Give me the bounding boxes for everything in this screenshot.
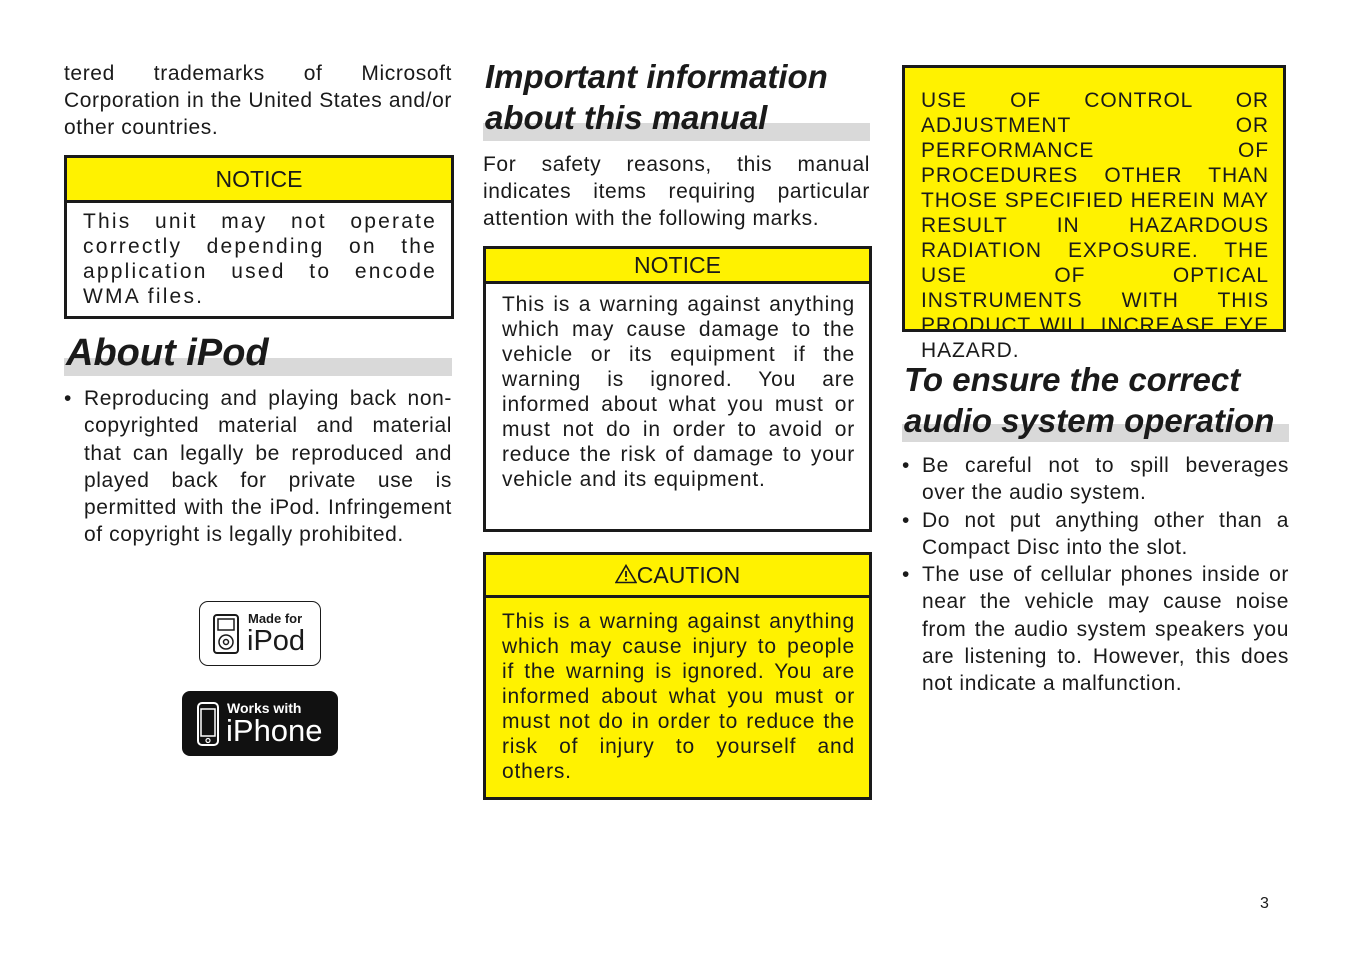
notice-body: This unit may not operate correctly depending on the application used to encode WMA files. <box>83 210 437 308</box>
notice-box-vehicle <box>483 246 872 532</box>
heading-line: about this manual <box>485 99 768 136</box>
heading-line: audio system operation <box>904 402 1275 439</box>
caution-header <box>486 555 869 598</box>
heading-line: Important information <box>485 58 828 95</box>
list-item: • The use of cellular phones inside or near the vehicle may cause noise from the audio system speakers you are listening to. However, this does not indicate a malfunction. <box>902 561 1289 697</box>
heading-line: To ensure the correct <box>904 361 1241 398</box>
logo-line2: iPhone <box>226 713 323 748</box>
made-for-ipod-logo <box>199 601 321 666</box>
manual-intro-text: For safety reasons, this manual indicates items requiring particular attention with the following marks. <box>483 153 870 230</box>
laser-warning-text: USE OF CONTROL OR ADJUSTMENT OR PERFORMANCE OF PROCEDURES OTHER THAN THOSE SPECIFIED HEREIN MAY RESULT IN HAZARDOUS RADIATION EXPOSURE. THE USE OF OPTICAL INSTRUMENTS WITH THIS PRODUCT WILL INCREASE EYE HAZARD. <box>921 89 1269 362</box>
list-item: • Do not put anything other than a Compact Disc into the slot. <box>902 507 1289 562</box>
notice-box-wma <box>64 155 454 319</box>
trademark-text: tered trademarks of Microsoft Corporation in the United States and/or other countries. <box>64 62 452 139</box>
about-ipod-list <box>64 385 452 549</box>
manual-info-heading <box>485 56 828 138</box>
laser-warning-box <box>902 65 1286 362</box>
logo-line2: iPod <box>247 625 306 657</box>
caution-box <box>483 552 872 800</box>
ipod-device-icon <box>213 614 239 654</box>
audio-operation-heading <box>904 359 1274 441</box>
caution-label: CAUTION <box>636 562 741 588</box>
list-item: • Be careful not to spill beverages over the audio system. <box>902 452 1289 507</box>
warning-triangle-icon <box>615 564 637 584</box>
page-number: 3 <box>1260 895 1269 912</box>
caution-body: This is a warning against anything which may cause injury to people if the warning is ignored. You are informed about what you must or must not do in order to reduce the risk of injury to yourself and others. <box>502 610 855 783</box>
notice-body: This is a warning against anything which may cause damage to the vehicle or its equipment if the warning is ignored. You are informed about what you must or must not do in order to avoid or reduce the risk of damage to your vehicle and its equipment. <box>502 293 855 491</box>
logo-line1: Works with <box>227 700 302 716</box>
works-with-iphone-logo <box>182 691 338 756</box>
logo-line1: Made for <box>248 611 303 626</box>
notice-header: NOTICE <box>67 158 451 203</box>
about-ipod-heading: About iPod <box>66 332 269 374</box>
notice-header: NOTICE <box>486 249 869 284</box>
list-item: • Reproducing and playing back non-copyrighted material and material that can legally be reproduced and played back for private use is permitted with the iPod. Infringement of copyright is legally prohibited. <box>64 385 452 549</box>
iphone-device-icon <box>197 702 219 746</box>
audio-operation-list <box>902 452 1289 698</box>
